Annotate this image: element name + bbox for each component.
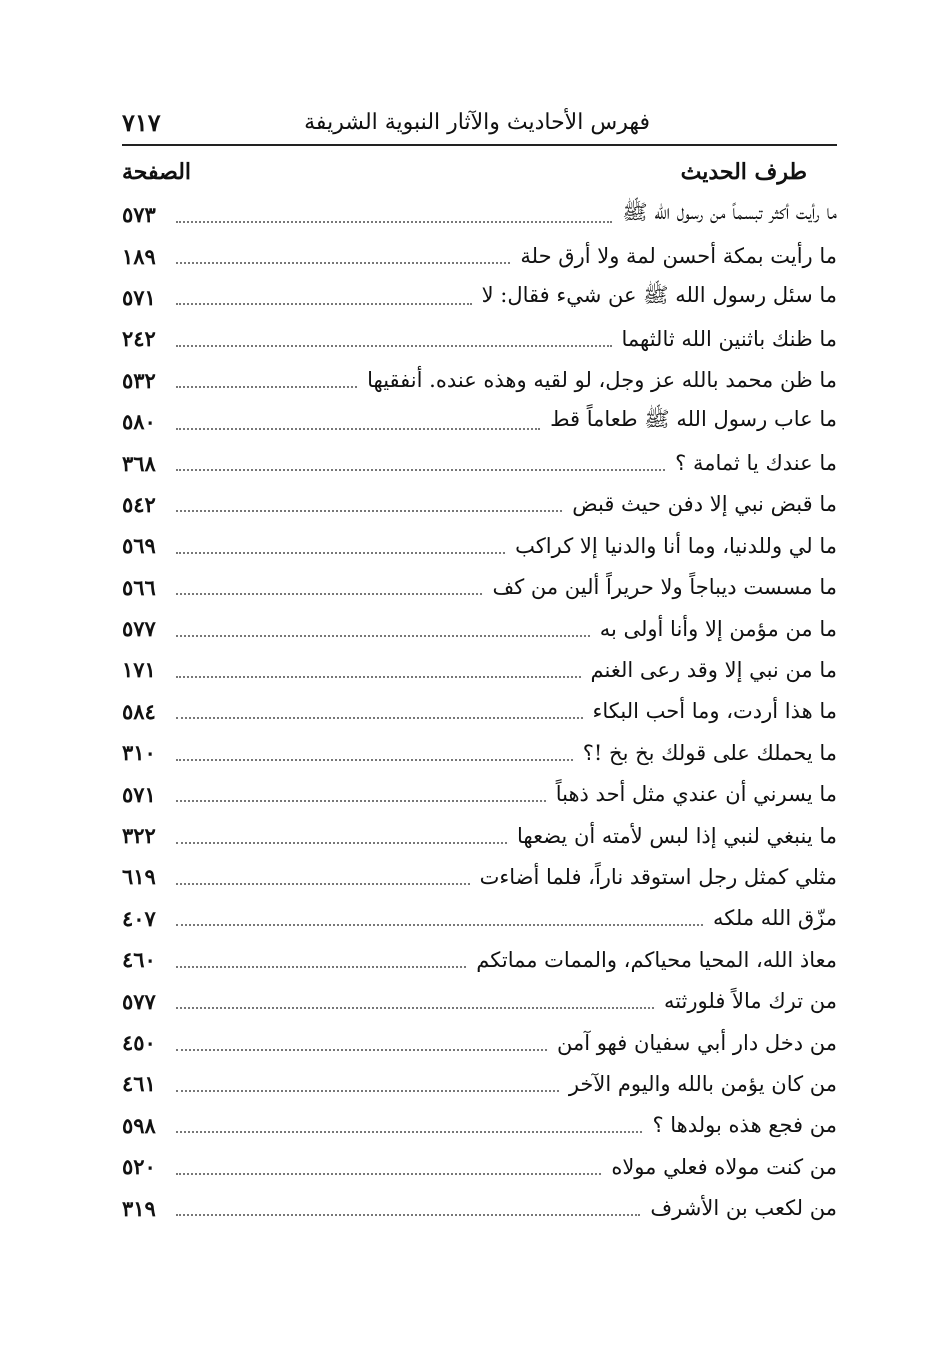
- index-entry: [122, 194, 837, 235]
- dot-leader: [176, 924, 703, 926]
- entry-page-number: ٤٦١: [122, 1071, 156, 1097]
- hadith-text: مثلي كمثل رجل استوقد ناراً، فلما أضاءت: [479, 864, 837, 889]
- hadith-text: ما من نبي إلا وقد رعى الغنم: [590, 657, 837, 682]
- entry-page-number: ٥٨٠: [122, 409, 156, 435]
- dot-leader: [176, 717, 583, 719]
- index-entry: [122, 732, 837, 773]
- index-entry: [122, 691, 837, 732]
- hadith-text: ما يحملك على قولك بخ بخ !؟: [582, 740, 837, 765]
- dot-leader: [176, 1090, 559, 1092]
- dot-leader: [176, 966, 466, 968]
- header-rule: [122, 144, 837, 146]
- index-entry: [122, 898, 837, 939]
- index-entry: [122, 360, 837, 401]
- dot-leader: [176, 1131, 642, 1133]
- index-entry: [122, 773, 837, 814]
- index-entry: [122, 484, 837, 525]
- hadith-text: ما هذا أردت، وما أحب البكاء: [592, 699, 837, 724]
- entry-page-number: ٢٤٢: [122, 326, 156, 352]
- entry-page-number: ٥٩٨: [122, 1112, 156, 1138]
- dot-leader: [176, 221, 612, 223]
- dot-leader: [176, 883, 470, 885]
- entry-page-number: ٣٦٨: [122, 450, 156, 476]
- dot-leader: [176, 428, 540, 430]
- index-entry: [122, 980, 837, 1021]
- index-entry: [122, 442, 837, 483]
- dot-leader: [176, 676, 581, 678]
- index-entry: [122, 1187, 837, 1228]
- hadith-text: من ترك مالاً فلورثته: [663, 989, 837, 1014]
- hadith-text: ما ظنك باثنين الله ثالثهما: [621, 326, 837, 351]
- hadith-text: ما مسست ديباجاً ولا حريراً ألين من كف: [492, 575, 837, 600]
- entry-page-number: ٥٧١: [122, 284, 156, 310]
- entry-page-number: ٦١٩: [122, 864, 156, 890]
- hadith-text: ما ينبغي لنبي إذا لبس لأمته أن يضعها: [517, 823, 837, 848]
- index-entry: [122, 277, 837, 318]
- dot-leader: [176, 800, 546, 802]
- dot-leader: [176, 303, 472, 305]
- running-title: فهرس الأحاديث والآثار النبوية الشريفة: [304, 109, 650, 135]
- dot-leader: [176, 262, 510, 264]
- entry-page-number: ٥٨٤: [122, 698, 156, 724]
- index-entry: [122, 939, 837, 980]
- hadith-text: معاذ الله، المحيا محياكم، والممات مماتكم: [476, 947, 837, 972]
- entry-page-number: ٥٢٠: [122, 1154, 156, 1180]
- entry-page-number: ٣١٠: [122, 740, 156, 766]
- hadith-text: من كان يؤمن بالله واليوم الآخر: [568, 1071, 837, 1096]
- index-entry: [122, 608, 837, 649]
- index-entry: [122, 1022, 837, 1063]
- hadith-text: ما لي وللدنيا، وما أنا والدنيا إلا كراكب: [515, 533, 837, 558]
- entry-page-number: ٣٢٢: [122, 823, 156, 849]
- hadith-text: مزّق الله ملكه: [713, 906, 837, 931]
- hadith-index-list: [122, 194, 837, 1229]
- hadith-text: ما من مؤمن إلا وأنا أولى به: [599, 616, 837, 641]
- dot-leader: [176, 510, 562, 512]
- dot-leader: [176, 635, 590, 637]
- hadith-text: من لكعب بن الأشرف: [650, 1196, 837, 1221]
- dot-leader: [176, 1214, 640, 1216]
- index-entry: [122, 318, 837, 359]
- index-entry: [122, 525, 837, 566]
- dot-leader: [176, 345, 612, 347]
- index-entry: [122, 1105, 837, 1146]
- hadith-text: ما ظن محمد بالله عز وجل، لو لقيه وهذه عنده. أنفقيها: [367, 368, 837, 393]
- index-entry: [122, 815, 837, 856]
- entry-page-number: ١٧١: [122, 657, 156, 683]
- entry-page-number: ٥٧٧: [122, 616, 156, 642]
- entry-page-number: ٥٧٧: [122, 988, 156, 1014]
- index-entry: [122, 401, 837, 442]
- dot-leader: [176, 469, 665, 471]
- hadith-text: ما سئل رسول الله ﷺ عن شيء فقال: لا: [481, 282, 837, 307]
- column-headers: [122, 152, 837, 192]
- column-header-page: الصفحة: [122, 159, 192, 185]
- entry-page-number: ٥٧١: [122, 781, 156, 807]
- hadith-text: ما عاب رسول الله ﷺ طعاماً قط: [550, 407, 837, 432]
- hadith-text: ما يسرني أن عندي مثل أحد ذهباً: [555, 782, 837, 807]
- entry-page-number: ٥٧٣: [122, 202, 156, 228]
- index-entry: [122, 567, 837, 608]
- hadith-text: ما رأيت بمكة أحسن لمة ولا أرق حلة: [520, 244, 837, 269]
- index-entry: [122, 856, 837, 897]
- dot-leader: [176, 1007, 654, 1009]
- index-entry: [122, 235, 837, 276]
- dot-leader: [176, 1049, 547, 1051]
- dot-leader: [176, 552, 505, 554]
- running-head: [122, 100, 650, 144]
- entry-page-number: ٥٣٢: [122, 367, 156, 393]
- entry-page-number: ٤٥٠: [122, 1030, 156, 1055]
- hadith-text: ما عندك يا ثمامة ؟: [675, 451, 837, 476]
- index-entry: [122, 1063, 837, 1104]
- entry-page-number: ٥٦٦: [122, 574, 156, 600]
- page-number: ٧١٧: [122, 107, 161, 137]
- dot-leader: [176, 386, 357, 388]
- column-header-hadith: طرف الحديث: [680, 159, 807, 185]
- hadith-text: ما رأيت أكثر تبسماً من رسول الله ﷺ: [622, 200, 837, 225]
- entry-page-number: ٤٠٧: [122, 905, 156, 931]
- index-entry: [122, 1146, 837, 1187]
- hadith-text: من كنت مولاه فعلي مولاه: [611, 1154, 837, 1179]
- dot-leader: [176, 593, 482, 595]
- hadith-text: من دخل دار أبي سفيان فهو آمن: [556, 1030, 837, 1055]
- dot-leader: [176, 759, 573, 761]
- dot-leader: [176, 842, 507, 844]
- hadith-text: من فجع هذه بولدها ؟: [652, 1113, 837, 1138]
- entry-page-number: ٣١٩: [122, 1195, 156, 1221]
- hadith-text: ما قبض نبي إلا دفن حيث قبض: [572, 492, 837, 517]
- entry-page-number: ٥٤٢: [122, 491, 156, 517]
- entry-page-number: ١٨٩: [122, 243, 156, 269]
- index-entry: [122, 649, 837, 690]
- entry-page-number: ٤٦٠: [122, 947, 156, 973]
- dot-leader: [176, 1173, 601, 1175]
- entry-page-number: ٥٦٩: [122, 533, 156, 559]
